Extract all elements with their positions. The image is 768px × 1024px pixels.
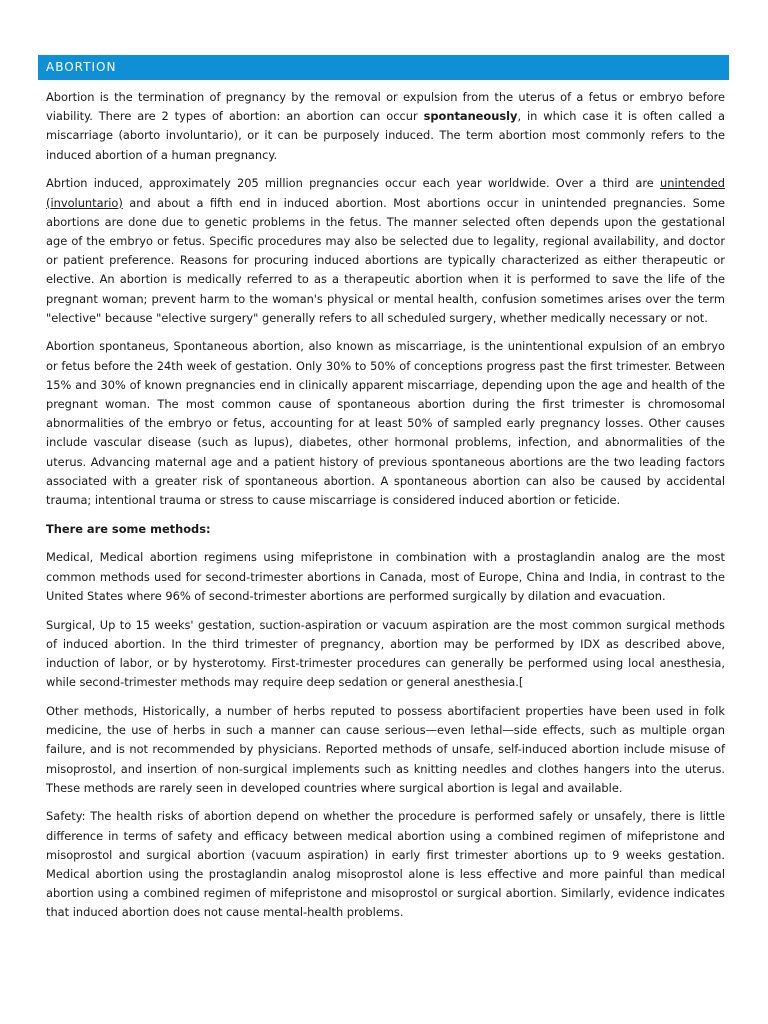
paragraph-medical: Medical, Medical abortion regimens using mifepristone in combination with a prostaglandin analog are the most common methods used for second-trimester abortions in Canada, most of Europe, China and India, in contrast to the United States where 96% of second-trimester abortions are performed surgically by dilation and evacuation. <box>46 550 725 603</box>
methods-heading: There are some methods: <box>46 521 211 536</box>
text-span: Abortion is the termination of pregnancy by the removal or expulsion from the uterus of a fetus or embryo before viability. There are 2 types of abortion: an abortion can occur <box>46 90 725 124</box>
paragraph-safety: Safety: The health risks of abortion depend on whether the procedure is performed safely or unsafely, there is little difference in terms of safety and efficacy between medical abortion using a combined regimen of mifepristone and misoprostol and surgical abortion (vacuum aspiration) in early first trimester abortions up to 9 weeks gestation. Medical abortion using the prostaglandin analog misoprostol alone is less effective and more painful than medical abortion using a combined regimen of mifepristone and misoprostol or surgical abortion. Similarly, evidence indicates that induced abortion does not cause mental-health problems. <box>46 809 725 920</box>
section-header <box>38 55 729 80</box>
paragraph-surgical: Surgical, Up to 15 weeks' gestation, suction-aspiration or vacuum aspiration are the most common surgical methods of induced abortion. In the third trimester of pregnancy, abortion may be performed by IDX as described above, induction of labor, or by hysterotomy. First-trimester procedures can generally be performed using local anesthesia, while second-trimester methods may require deep sedation or general anesthesia.[ <box>46 617 725 690</box>
underlined-term: unintended (involuntario) <box>46 176 725 210</box>
section-title: ABORTION <box>46 60 117 74</box>
paragraph-other-methods: Other methods, Historically, a number of herbs reputed to possess abortifacient properties have been used in folk medicine, the use of herbs in such a manner can cause serious—even lethal—side effects, such as multiple organ failure, and is not recommended by physicians. Reported methods of unsafe, self-induced abortion include misuse of misoprostol, and insertion of non-surgical implements such as knitting needles and clothes hangers into the uterus. These methods are rarely seen in developed countries where surgical abortion is legal and available. <box>46 703 725 795</box>
text-span: Abrtion induced, approximately 205 million pregnancies occur each year worldwide. Over a third are <box>46 176 660 191</box>
text-span: , in which case it is often called a miscarriage (aborto involuntario), or it can be purposely induced. The term abortion most commonly refers to the induced abortion of a human pregnancy. <box>46 109 725 162</box>
text-span: and about a fifth end in induced abortion. Most abortions occur in unintended pregnancies. Some abortions are done due to genetic problems in the fetus. The manner selected often depends upon the gestational age of the embryo or fetus. Specific procedures may also be selected due to legality, regional availability, and doctor or patient preference. Reasons for procuring induced abortions are typically characterized as either therapeutic or elective. An abortion is medically referred to as a therapeutic abortion when it is performed to save the life of the pregnant woman; prevent harm to the woman's physical or mental health, confusion sometimes arises over the term "elective" because "elective surgery" generally refers to all scheduled surgery, whether medically necessary or not. <box>46 195 725 325</box>
paragraph-induced <box>46 174 725 328</box>
paragraph-spontaneous: Abortion spontaneus, Spontaneous abortion, also known as miscarriage, is the unintentional expulsion of an embryo or fetus before the 24th week of gestation. Only 30% to 50% of conceptions progress past the first trimester. Between 15% and 30% of known pregnancies end in clinically apparent miscarriage, depending upon the age and health of the pregnant woman. The most common cause of spontaneous abortion during the first trimester is chromosomal abnormalities of the embryo or fetus, accounting for at least 50% of sampled early pregnancy losses. Other causes include vascular disease (such as lupus), diabetes, other hormonal problems, infection, and abnormalities of the uterus. Advancing maternal age and a patient history of previous spontaneous abortions are the two leading factors associated with a greater risk of spontaneous abortion. A spontaneous abortion can also be caused by accidental trauma; intentional trauma or stress to cause miscarriage is considered induced abortion or feticide. <box>46 339 725 508</box>
document-body <box>46 88 725 932</box>
bold-term: spontaneously <box>423 109 518 124</box>
paragraph-definition <box>46 88 725 165</box>
